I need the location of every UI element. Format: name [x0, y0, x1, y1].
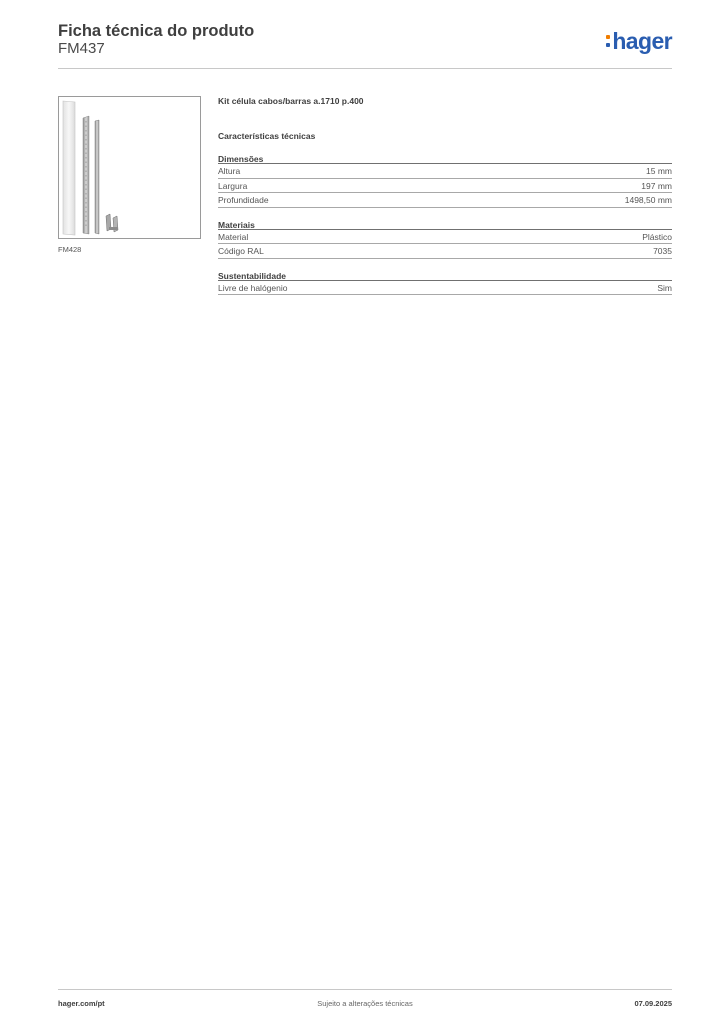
spec-group-title: Dimensões: [218, 154, 672, 164]
spec-value: 7035: [653, 246, 672, 256]
logo-dots-icon: [606, 35, 610, 49]
spec-group-title: Sustentabilidade: [218, 271, 672, 281]
image-caption: FM428: [58, 245, 82, 254]
page-footer: [58, 989, 672, 1013]
spec-value: 15 mm: [646, 166, 672, 176]
spec-label: Altura: [218, 166, 241, 176]
page-header: [58, 22, 672, 69]
footer-date: 07.09.2025: [634, 999, 672, 1008]
spec-row: [218, 281, 672, 296]
spec-row: [218, 244, 672, 259]
spec-label: Material: [218, 231, 249, 242]
footer-notice: Sujeito a alterações técnicas: [317, 999, 413, 1008]
spec-label: Profundidade: [218, 195, 269, 205]
spec-row: [218, 164, 672, 179]
spec-group-title: Materiais: [218, 220, 672, 230]
spec-value: 1498,50 mm: [624, 195, 672, 205]
hager-logo: [606, 28, 672, 54]
spec-label: Código RAL: [218, 246, 264, 256]
spec-row: [218, 193, 672, 208]
spec-group-dimensions: [218, 154, 672, 208]
document-title: Ficha técnica do produto: [58, 22, 255, 40]
product-illustration-icon: [59, 97, 200, 238]
spec-value: 197 mm: [641, 180, 672, 191]
logo-text: hager: [612, 28, 672, 54]
product-image: [58, 96, 201, 239]
specs-title: Características técnicas: [218, 131, 316, 141]
product-name: Kit célula cabos/barras a.1710 p.400: [218, 96, 364, 106]
spec-group-sustainability: [218, 271, 672, 296]
spec-row: [218, 179, 672, 194]
spec-row: [218, 230, 672, 245]
spec-label: Largura: [218, 180, 248, 191]
footer-website-link[interactable]: hager.com/pt: [58, 999, 105, 1008]
product-code: FM437: [58, 40, 105, 57]
spec-value: Sim: [657, 282, 672, 293]
spec-label: Livre de halógenio: [218, 282, 288, 293]
product-details: [218, 96, 672, 295]
spec-group-materials: [218, 220, 672, 259]
spec-value: Plástico: [642, 231, 672, 242]
